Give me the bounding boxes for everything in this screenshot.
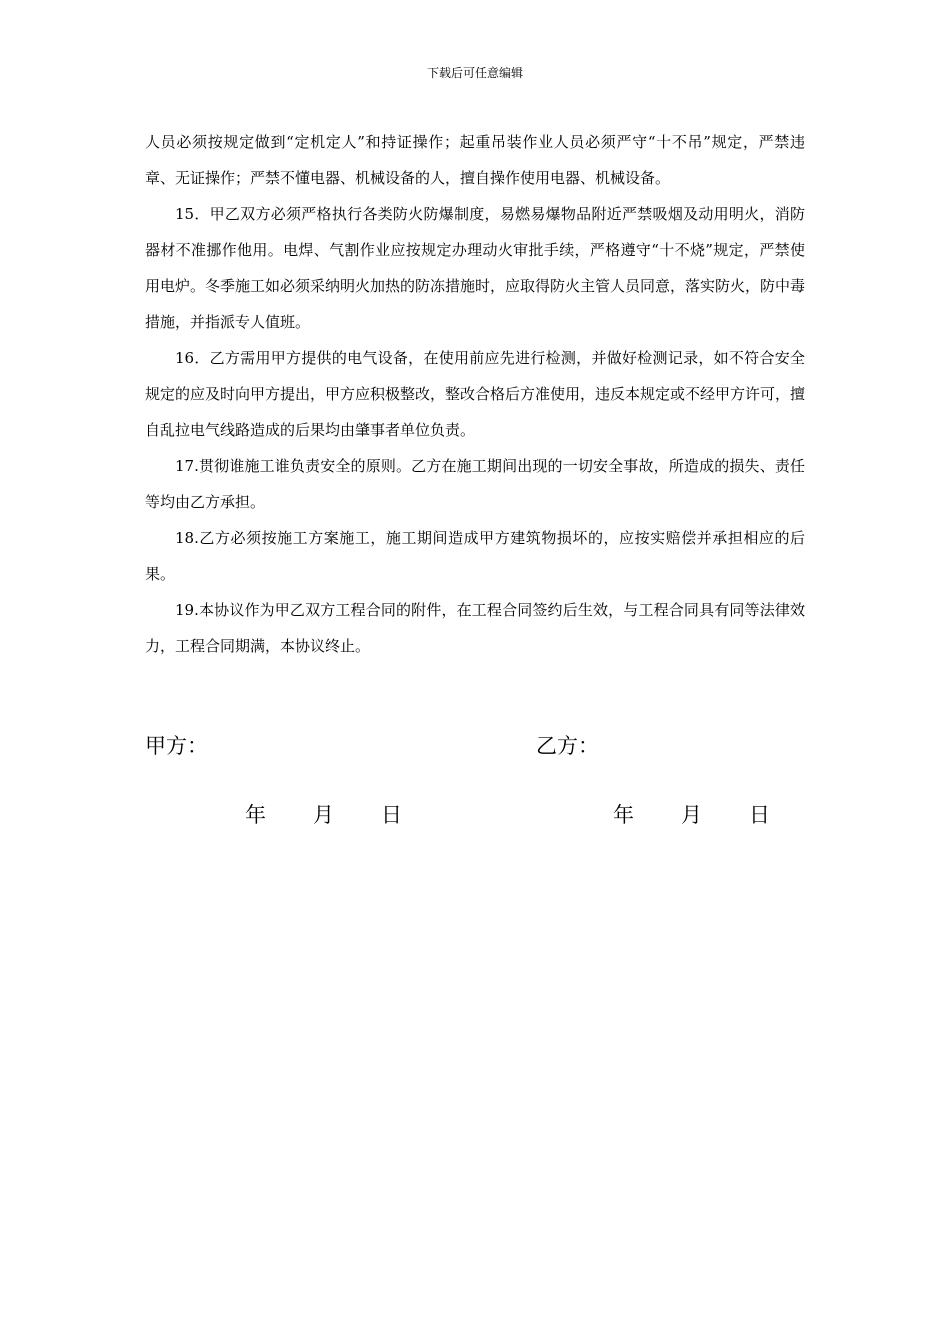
party-a-date-month: 月: [313, 803, 334, 827]
party-a-label: 甲方：: [145, 734, 208, 758]
paragraph-clause-16: 16．乙方需用甲方提供的电气设备，在使用前应先进行检测，并做好检测记录，如不符合安全规定的应及时向甲方提出，甲方应积极整改，整改合格后方准使用，违反本规定或不经甲方许可，擅自乱拉电气线路造成的后果均由肇事者单位负责。: [145, 349, 806, 439]
page-header-note: 下载后可任意编辑: [426, 66, 523, 80]
paragraph-clause-17: 17.贯彻谁施工谁负责安全的原则。乙方在施工期间出现的一切安全事故，所造成的损失、责任等均由乙方承担。: [145, 457, 805, 511]
paragraph-clause-15: 15．甲乙双方必须严格执行各类防火防爆制度，易燃易爆物品附近严禁吸烟及动用明火，消防器材不准挪作他用。电焊、气割作业应按规定办理动火审批手续，严格遵守“十不烧”规定，严禁使用电炉。冬季施工如必须采纳明火加热的防冻措施时，应取得防火主管人员同意，落实防火，防中毒措施，并指派专人值班。: [145, 205, 806, 331]
party-b-date-year: 年: [613, 803, 634, 827]
paragraph-continuation: 人员必须按规定做到“定机定人”和持证操作；起重吊装作业人员必须严守“十不吊”规定，严禁违章、无证操作；严禁不懂电器、机械设备的人，擅自操作使用电器、机械设备。: [145, 133, 805, 187]
party-b-date-month: 月: [681, 803, 702, 827]
party-b-label: 乙方：: [536, 734, 599, 758]
party-b-date: [613, 800, 770, 830]
party-a-date: [245, 800, 402, 830]
paragraph-clause-18: 18.乙方必须按施工方案施工，施工期间造成甲方建筑物损坏的，应按实赔偿并承担相应的后果。: [145, 529, 805, 583]
party-a-date-year: 年: [245, 803, 266, 827]
agreement-body: [145, 124, 805, 664]
paragraph-clause-19: 19.本协议作为甲乙双方工程合同的附件，在工程合同签约后生效，与工程合同具有同等法律效力，工程合同期满，本协议终止。: [145, 601, 805, 655]
party-a-date-day: 日: [381, 803, 402, 827]
party-b-date-day: 日: [749, 803, 770, 827]
